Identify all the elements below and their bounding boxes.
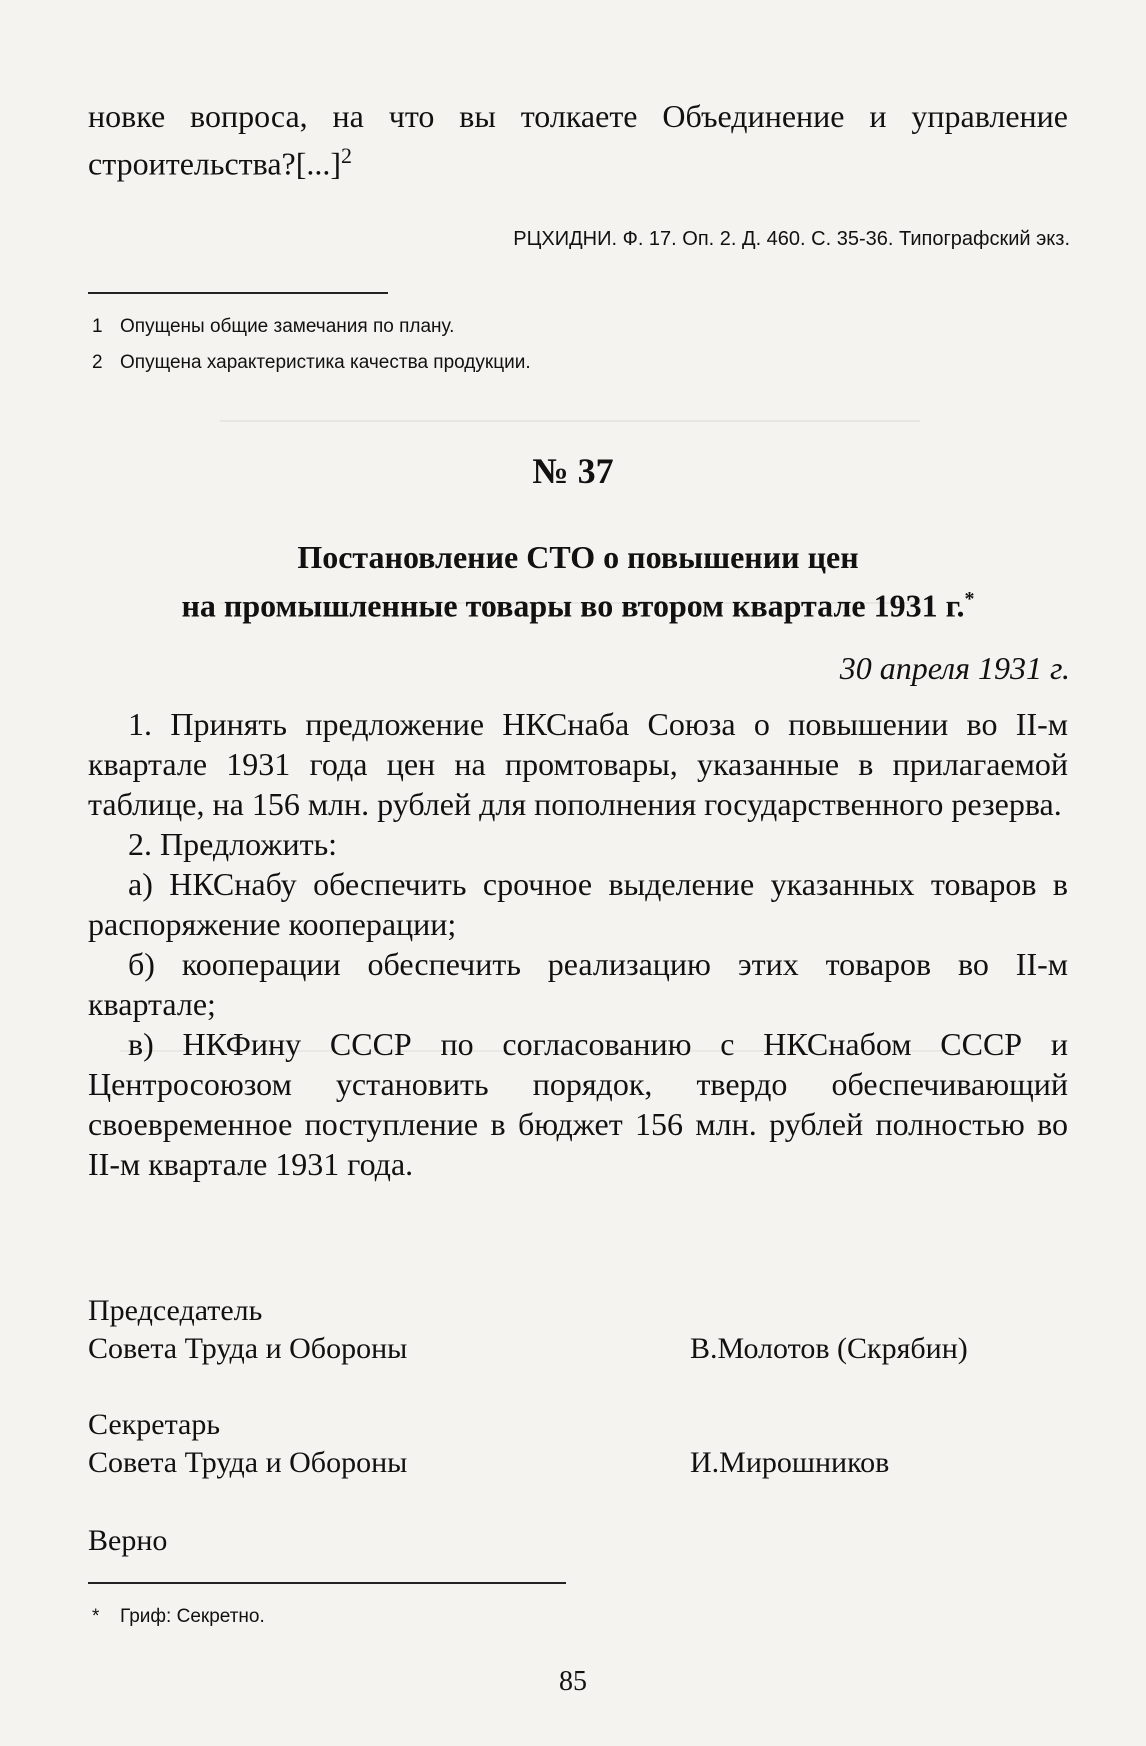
resolution-body bbox=[88, 704, 1068, 1184]
document-date: 30 апреля 1931 г. bbox=[839, 650, 1070, 686]
title-line-1: Постановление СТО о повышении цен bbox=[297, 539, 859, 575]
archive-source: РЦХИДНИ. Ф. 17. Оп. 2. Д. 460. С. 35-36. Типографский экз. bbox=[513, 228, 1070, 250]
paragraph-2: 2. Предложить: bbox=[128, 826, 338, 862]
secretary-title: Секретарь Совета Труда и Обороны bbox=[88, 1408, 408, 1479]
document-title bbox=[88, 536, 1068, 627]
paragraph-a: а) НКСнабу обеспечить срочное выделение указанных товаров в распоряжение кооперации; bbox=[88, 866, 1068, 942]
continuation-text: новке вопроса, на что вы толкаете Объединение и управление строительства?[...]$^2$ bbox=[88, 98, 1068, 182]
paragraph-1: 1. Принять предложение НКСнаба Союза о повышении во II-м квартале 1931 года цен на промтовары, указанные в прилагаемой таблице, на 156 млн. рублей для пополнения государственного резерва. bbox=[88, 706, 1068, 822]
footnote-divider bbox=[88, 292, 388, 294]
document-number: № 37 bbox=[532, 451, 614, 491]
page-number: 85 bbox=[559, 1666, 587, 1697]
bottom-footnote-divider bbox=[88, 1582, 566, 1584]
verno-label: Верно bbox=[88, 1524, 168, 1557]
title-line-2: на промышленные товары во втором квартале 1931 г.* bbox=[181, 587, 975, 624]
paragraph-b: б) кооперации обеспечить реализацию этих товаров во II-м квартале; bbox=[88, 946, 1068, 1022]
secretary-name: И.Мирошников bbox=[690, 1446, 890, 1479]
paragraph-c: в) НКФину СССР по согласованию с НКСнабом СССР и Центросоюзом установить порядок, твердо обеспечивающий своевременное поступление в бюджет 156 млн. рублей полностью во II-м квартале 1931 года. bbox=[88, 1026, 1068, 1182]
footnote-1: 1 Опущены общие замечания по плану. bbox=[92, 316, 455, 337]
footnote-2: 2 Опущена характеристика качества продукции. bbox=[92, 352, 531, 373]
chair-title: Председатель Совета Труда и Обороны bbox=[88, 1294, 408, 1365]
chair-name: В.Молотов (Скрябин) bbox=[690, 1332, 968, 1365]
secret-footnote: * Гриф: Секретно. bbox=[92, 1606, 265, 1627]
